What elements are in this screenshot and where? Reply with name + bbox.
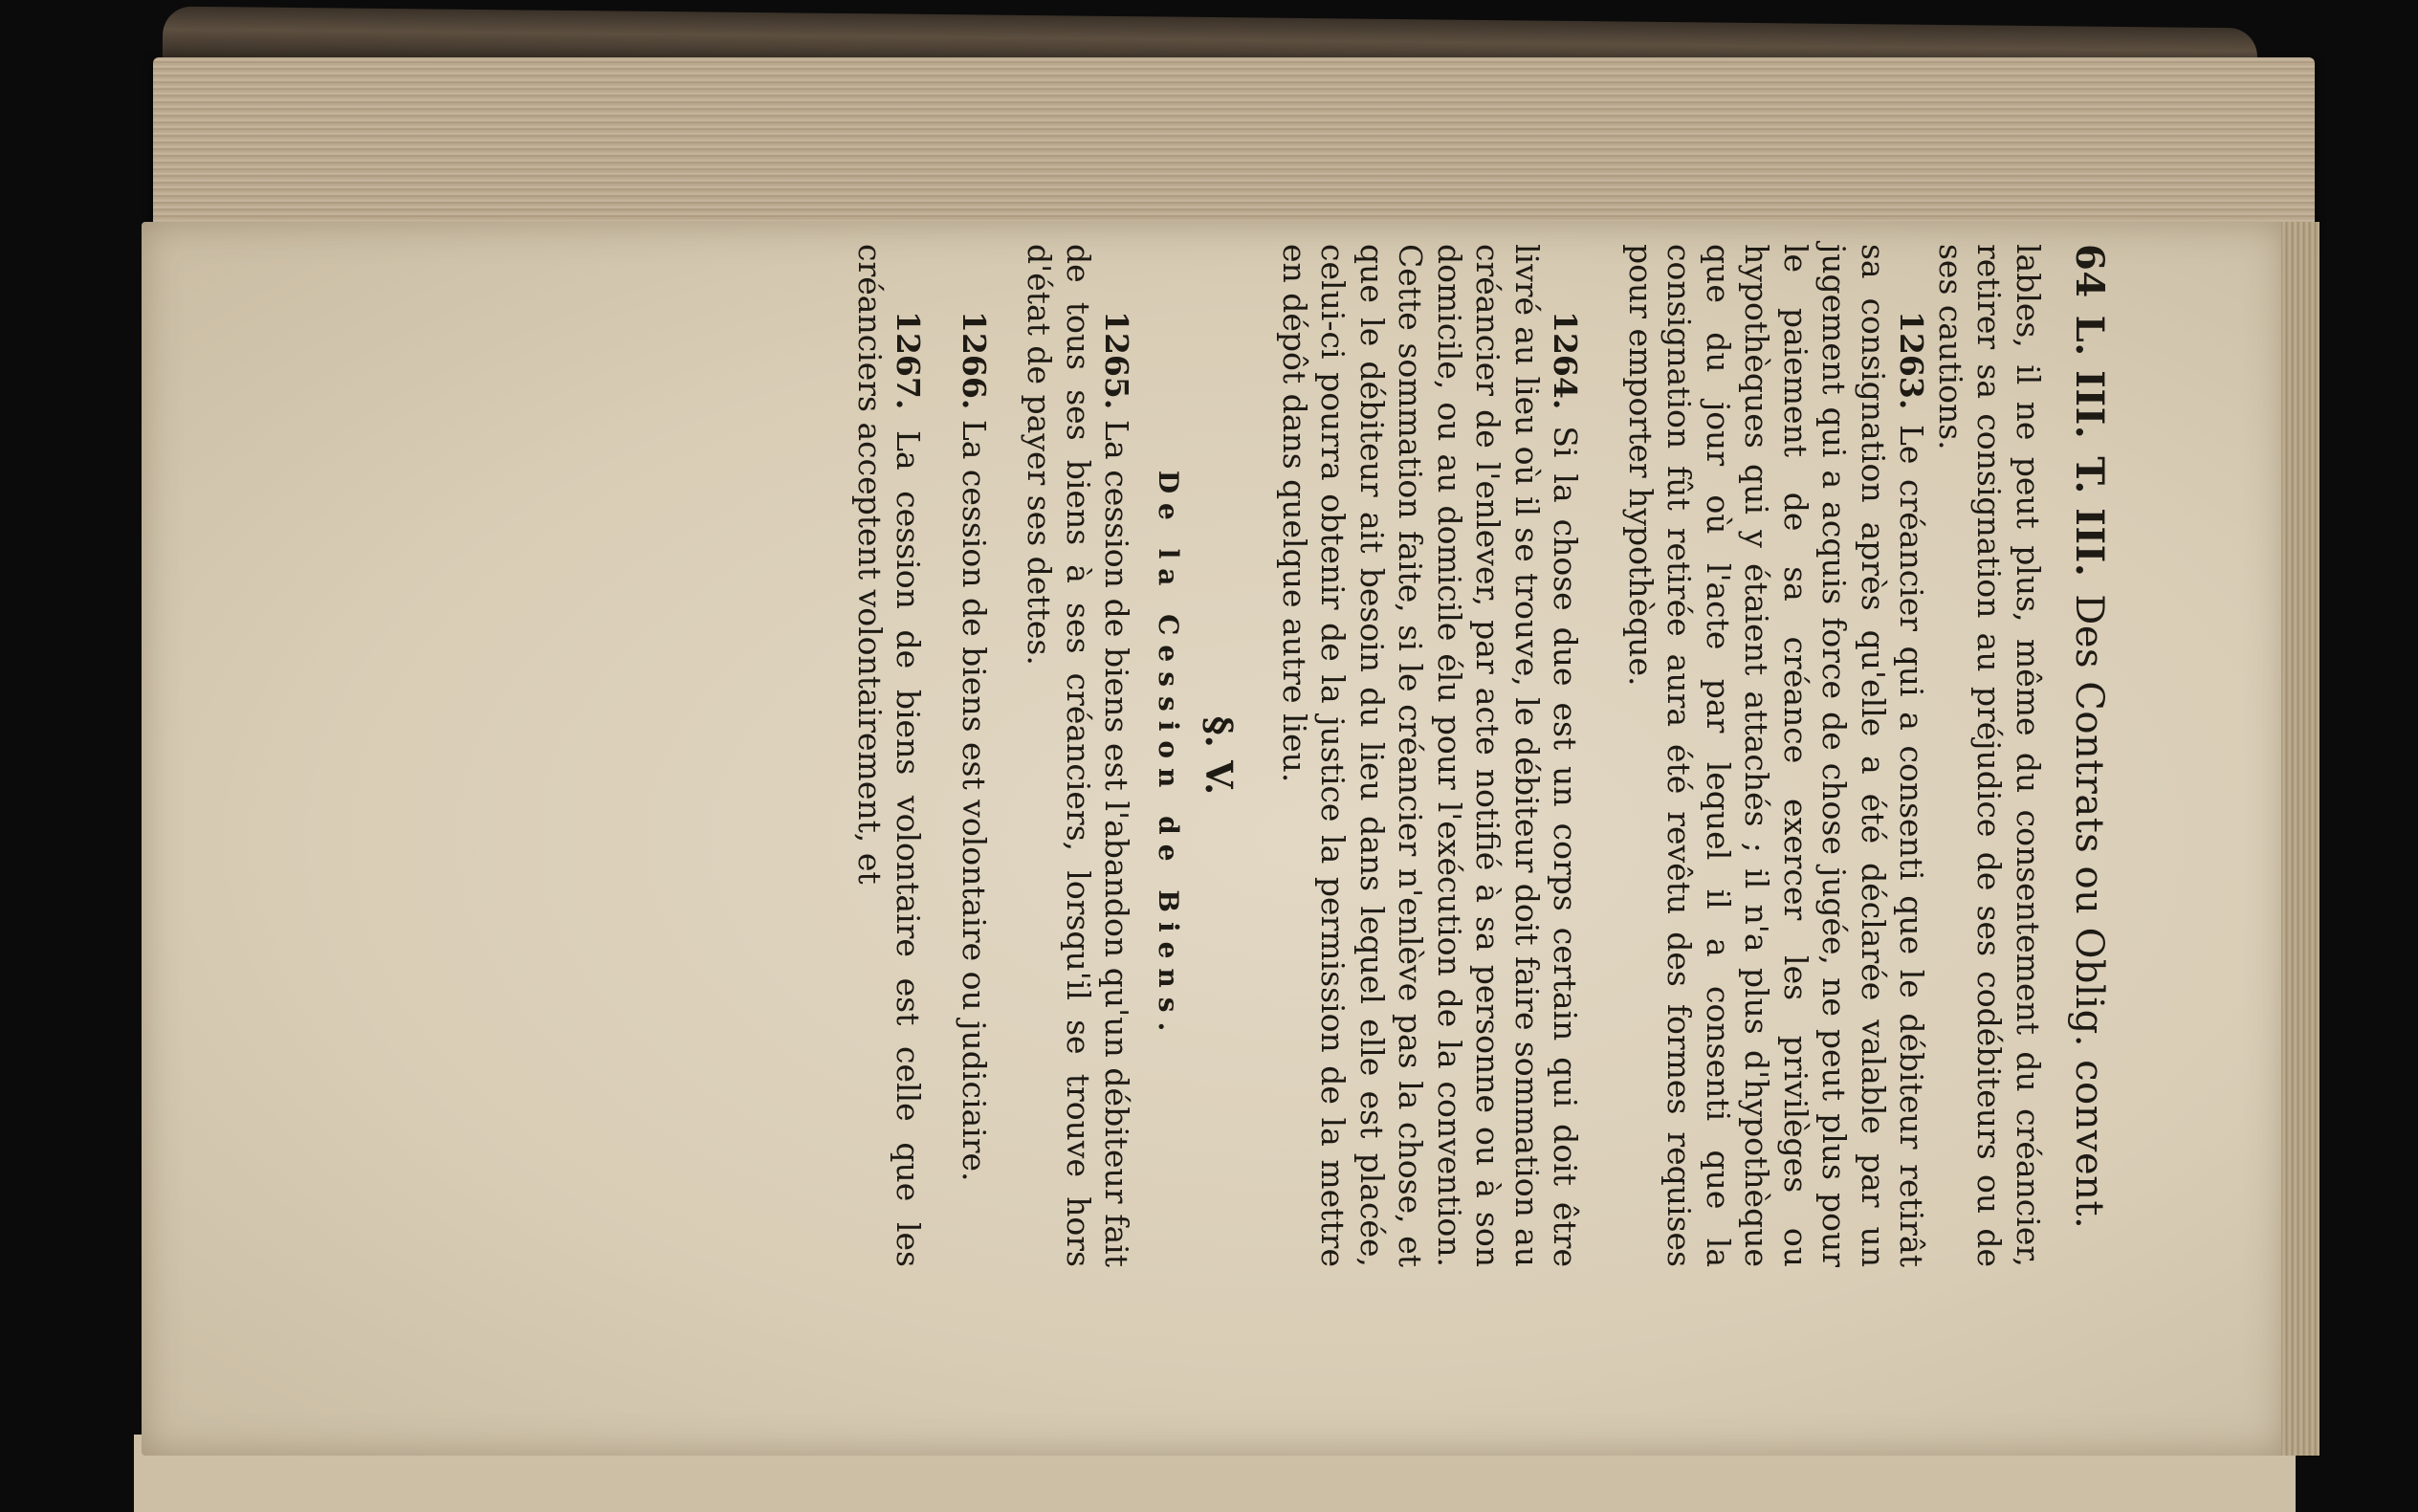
book-number: L. III. xyxy=(2067,315,2112,440)
section-label: §. V. xyxy=(1198,715,1242,796)
running-title: Des Contrats ou Oblig. convent. xyxy=(2067,594,2111,1230)
paragraph-text: La cession de biens est l'abandon qu'un débiteur fait de tous ses biens à ses créanciers, lorsqu'il se trouve hors d'état de payer ses dettes. xyxy=(1021,244,1136,1267)
article-1264 xyxy=(1275,244,1585,1267)
running-head xyxy=(2064,244,2114,1267)
article-number: 1264. xyxy=(1547,311,1585,410)
article-number: 1266. xyxy=(956,311,993,410)
paragraph-text: Si la chose due est un corps certain qui doit être livré au lieu où il se trouve, le débiteur doit faire sommation au créancier de l'enlever, par acte notifié à sa personne ou à son domicile, ou au domicile élu pour l'exécution de la convention. Cette sommation faite, si le créancier n'enlève pas la chose, et que le débiteur ait besoin du lieu dans lequel elle est placée, celui-ci pourra obtenir de la justice la permission de la mettre en dépôt dans quelque autre lieu. xyxy=(1276,244,1585,1267)
article-1266 xyxy=(955,244,994,1267)
paragraph-text: La cession de biens est volontaire ou judiciaire. xyxy=(956,419,993,1182)
paragraph-continued xyxy=(1931,244,2048,1267)
article-number: 1267. xyxy=(890,311,928,410)
paragraph-text: Le créancier qui a consenti que le débiteur retirât sa consignation après qu'elle a été déclarée valable par un jugement qui a acquis force de chose jugée, ne peut plus pour le paiement de sa créance exercer les privilèges ou hypothèques qui y étaient attachés ; il n'a plus d'hypothèque que du jour où l'acte par lequel il a consenti que la consignation fût retirée aura été revêtu des formes requises pour emporter hypothèque. xyxy=(1622,244,1931,1267)
page-text xyxy=(469,244,2114,1267)
title-number: T. III. xyxy=(2067,456,2112,578)
right-page-edges xyxy=(2281,222,2319,1456)
section-title: De la Cession de Biens. xyxy=(1153,470,1185,1041)
article-number: 1265. xyxy=(1098,311,1136,410)
article-1267 xyxy=(850,244,928,1267)
article-number: 1263. xyxy=(1893,311,1931,410)
page-number: 64 xyxy=(2067,244,2112,298)
paragraph-text: La cession de biens volontaire est celle que les créanciers acceptent volontairement, et xyxy=(851,244,928,1267)
article-1263 xyxy=(1621,244,1931,1267)
page-edges xyxy=(153,57,2315,239)
article-1265 xyxy=(1020,244,1136,1267)
paragraph-text: lables, il ne peut plus, même du consentement du créancier, retirer sa consignation au préjudice de ses codébiteurs ou de ses cautions. xyxy=(1932,244,2047,1267)
